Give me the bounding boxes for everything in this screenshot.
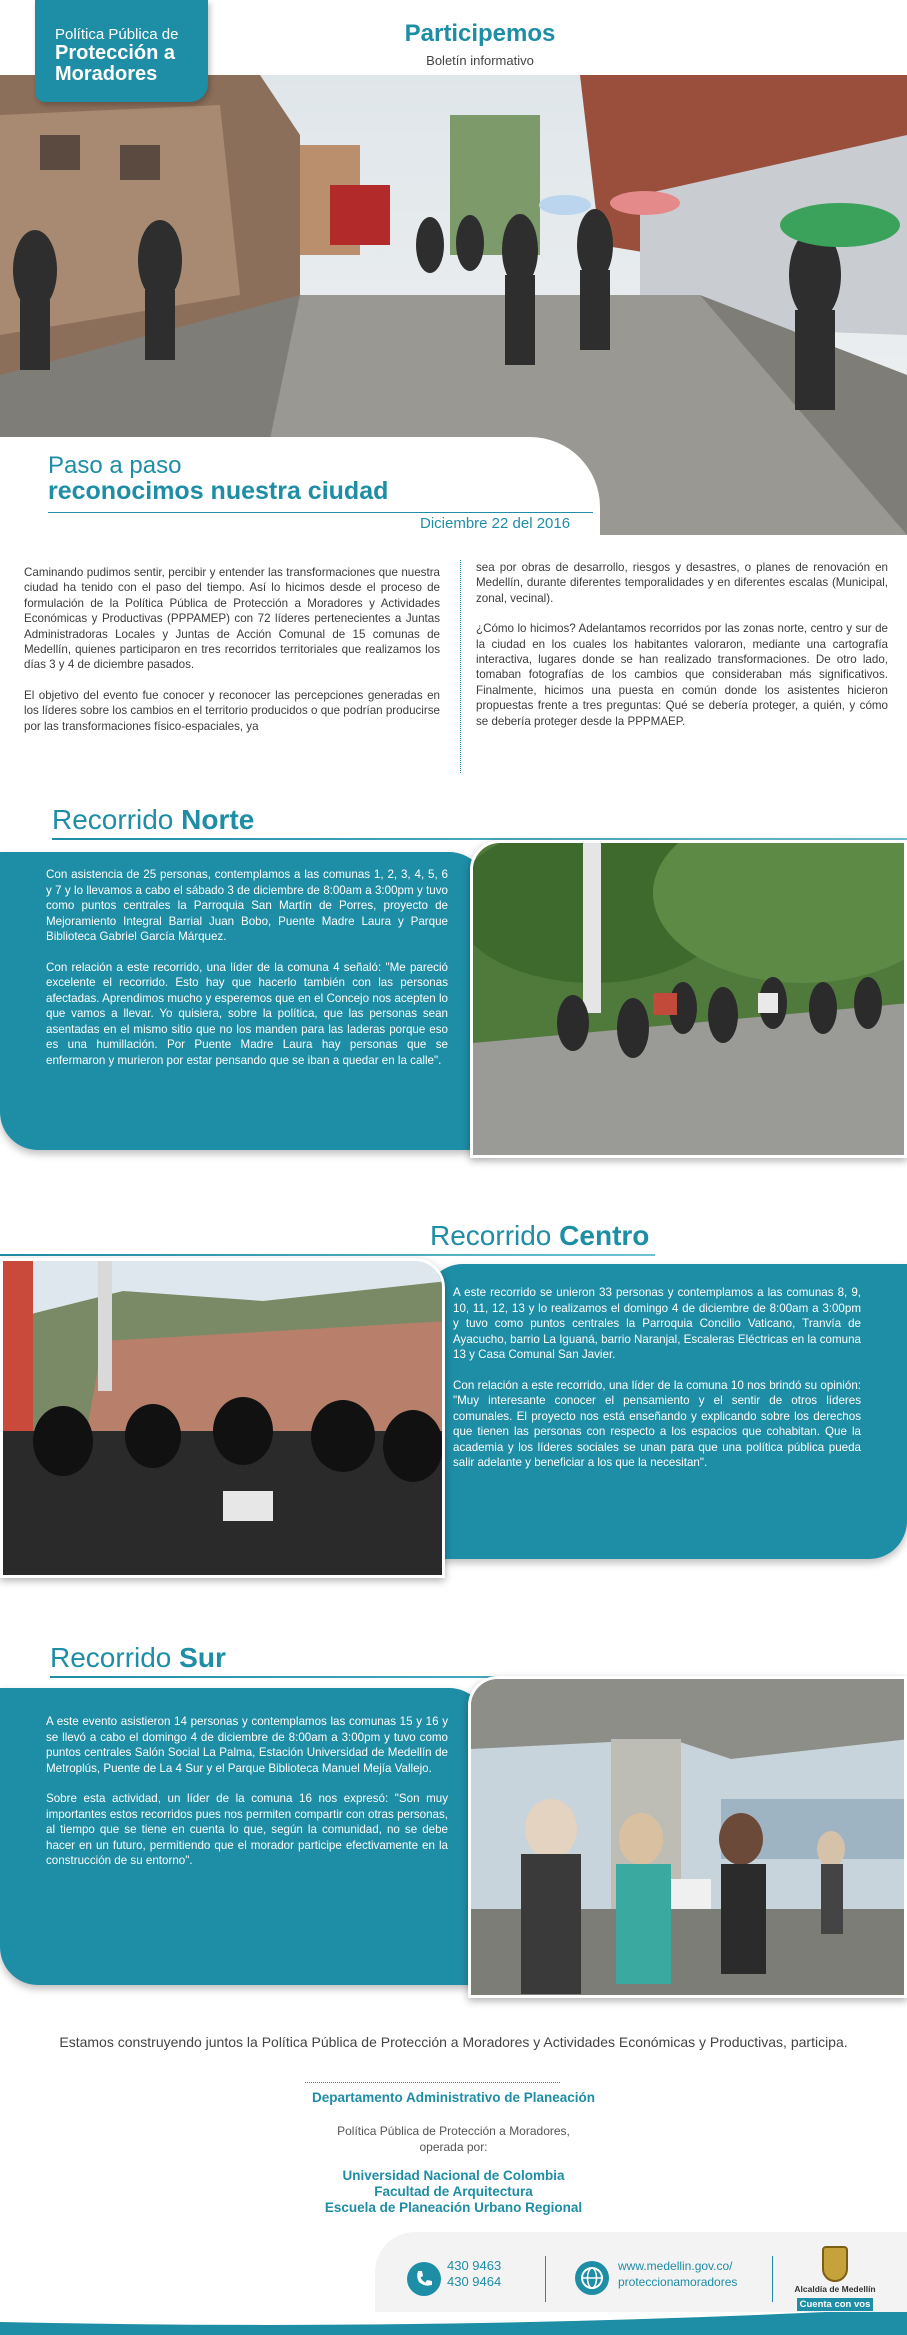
badge-line1: Política Pública de: [55, 26, 179, 43]
website-line2[interactable]: proteccionamoradores: [618, 2275, 738, 2289]
section-title-light: Recorrido: [430, 1220, 552, 1251]
section-title-centro: [430, 1220, 649, 1252]
intro-paragraph: ¿Cómo lo hicimos? Adelantamos recorridos por las zonas norte, centro y sur de la ciudad en los cuales los habitantes valoraron, mediante una cartografía interactiva, lugares donde se han realizado transformaciones. De otro lado, tomaban fotografías de los cambios que consideraban más significativos. Finalmente, hicimos una puesta en común donde los asistentes hicieron propuestas frente a tres preguntas: Qué se debería proteger, a quién, y cómo se debería proteger desde la PPPMAEP.: [476, 622, 888, 728]
intro-left-column: [24, 565, 440, 749]
univ-line1: Universidad Nacional de Colombia: [342, 2168, 565, 2183]
contact-divider: [545, 2256, 546, 2302]
centro-text: [453, 1285, 861, 1486]
article-date: Diciembre 22 del 2016: [420, 515, 571, 532]
norte-text: [46, 867, 448, 1083]
section-title-light: Recorrido: [52, 804, 174, 835]
badge-line3: Moradores: [55, 63, 158, 85]
centro-paragraph: Con relación a este recorrido, una líder de la comuna 10 nos brindó su opinión: "Muy interesante conocer el pensamiento y el sentir de otros líderes comunales. El proyecto nos está enseñando y explicando sobre los derechos que tienen las personas con respecto a los espacios que cohabitan. Que la academia y los líderes sociales se unan para que una política pública pueda salir adelante y beneficiar a los que la necesitan".: [453, 1378, 861, 1469]
section-rule: [0, 1254, 655, 1256]
section-title-bold: Norte: [181, 804, 255, 835]
policy-badge: [35, 0, 208, 102]
centro-photo: [0, 1258, 445, 1578]
article-title-line1: Paso a paso: [48, 452, 182, 479]
alcaldia-tagline: Cuenta con vos: [797, 2298, 874, 2311]
intro-right-column: [476, 560, 888, 744]
bulletin-subtitle: Boletín informativo: [426, 53, 534, 68]
section-title-norte: [52, 804, 254, 836]
coat-of-arms-icon: [822, 2246, 848, 2282]
footer-slogan: Estamos construyendo juntos la Política Pública de Protección a Moradores y Actividades Económicas y Productivas, participa.: [59, 2034, 848, 2050]
norte-paragraph: Con relación a este recorrido, una líder de la comuna 4 señaló: "Me pareció excelente el recorrido. Esto hay que hacerlo también con las personas afectadas. Aprendimos mucho y esperemos que en el Concejo nos acepten lo que vamos a llevar. Yo quisiera, sobre la política, que las personas sean asentadas en el mismo sitio que no los manden para las laderas porque eso es una humillación. Por Puente Madre Laura hay personas que se enfermaron y murieron por estar pensando que se iban a quedar en la calle".: [46, 960, 448, 1067]
phone-number[interactable]: 430 9464: [447, 2274, 502, 2289]
policy-line2: operada por:: [419, 2140, 488, 2154]
alcaldia-logo: [785, 2246, 885, 2312]
section-title-bold: Sur: [179, 1642, 226, 1673]
title-underline: [48, 512, 593, 513]
phone-icon: [407, 2262, 441, 2296]
norte-photo: [470, 840, 907, 1158]
intro-paragraph: El objetivo del evento fue conocer y reconocer las percepciones generadas en los líderes sobre los cambios en el territorio producidos o que podrían producirse por las transformaciones físico-espaciales, ya: [24, 688, 440, 733]
intro-paragraph: sea por obras de desarrollo, riesgos y desastres, o planes de renovación en Medellín, durante diferentes temporalidades y en diferentes escalas (Municipal, zonal, vecinal).: [476, 561, 888, 605]
policy-operator: [0, 2123, 907, 2155]
centro-paragraph: A este recorrido se unieron 33 personas y contemplamos a las comunas 8, 9, 10, 11, 12, 13 y lo realizamos el domingo 4 de diciembre de 8:00am a 3:00pm y tuvo como puntos centrales la Parroquia Concilio Vaticano, Tranvía de Ayacucho, barrio La Iguaná, barrio Naranjal, Escaleras Eléctricas en la comuna 13 y Casa Comunal San Javier.: [453, 1286, 861, 1361]
website-link[interactable]: [618, 2258, 737, 2290]
department-name: Departamento Administrativo de Planeación: [311, 2090, 596, 2105]
phone-number[interactable]: 430 9463: [447, 2258, 502, 2273]
bulletin-title: Participemos: [404, 20, 556, 47]
contact-divider: [772, 2256, 773, 2302]
website-line1[interactable]: www.medellin.gov.co/: [618, 2259, 733, 2273]
section-title-light: Recorrido: [50, 1642, 172, 1673]
sur-paragraph: A este evento asistieron 14 personas y contemplamos las comunas 15 y 16 y se llevó a cabo el domingo 4 de diciembre de 8:00am a 3:00pm y tuvo como puntos centrales Salón Social La Palma, Estación Universidad de Medellín de Metroplús, Puente de La 4 Sur y el Parque Biblioteca Manuel Mejía Vallejo.: [46, 1715, 448, 1775]
univ-line2: Facultad de Arquitectura: [374, 2184, 533, 2199]
university-block: [0, 2168, 907, 2216]
policy-line1: Política Pública de Protección a Moradores,: [337, 2124, 570, 2138]
sur-text: [46, 1714, 448, 1884]
alcaldia-name: Alcaldía de Medellín: [794, 2284, 876, 2294]
sur-photo: [468, 1676, 907, 1998]
badge-line2: Protección a: [55, 42, 176, 64]
phone-numbers: [447, 2258, 501, 2290]
norte-paragraph: Con asistencia de 25 personas, contemplamos a las comunas 1, 2, 3, 4, 5, 6 y 7 y lo llevamos a cabo el sábado 3 de diciembre de 8:00am a 3:00pm y tuvo como puntos centrales la Parroquia San Martín de Porres, proyecto de Mejoramiento Integral Barrial Juan Bobo, Puente Madre Laura y Parque Biblioteca Gabriel García Márquez.: [46, 868, 448, 943]
univ-line3: Escuela de Planeación Urbano Regional: [324, 2200, 583, 2215]
column-divider: [460, 560, 461, 773]
article-title-line2: reconocimos nuestra ciudad: [48, 477, 389, 505]
section-title-sur: [50, 1642, 226, 1674]
globe-icon: [575, 2261, 609, 2295]
section-title-bold: Centro: [559, 1220, 650, 1251]
footer-divider: [305, 2082, 560, 2083]
intro-paragraph: Caminando pudimos sentir, percibir y entender las transformaciones que nuestra ciudad ha tenido con el paso del tiempo. Así lo hicimos desde el proceso de formulación de la Política Pública de Protección a Moradores y Actividades Económicas y Productivas (PPPAMEP) con 72 líderes pertenecientes a Juntas Administradoras Locales y Juntas de Acción Comunal de 15 comunas de Medellín, quienes participaron en tres recorridos territoriales que realizamos los días 3 y 4 de diciembre pasados.: [24, 566, 440, 672]
sur-paragraph: Sobre esta actividad, un líder de la comuna 16 nos expresó: "Son muy importantes estos recorridos pues nos permiten compartir con otras personas, al tiempo que se tiene en cuenta lo que, según la comunidad, no se debe hacer en un futuro, permitiendo que el morador participe efectivamente en la construcción de su entorno".: [46, 1792, 448, 1867]
